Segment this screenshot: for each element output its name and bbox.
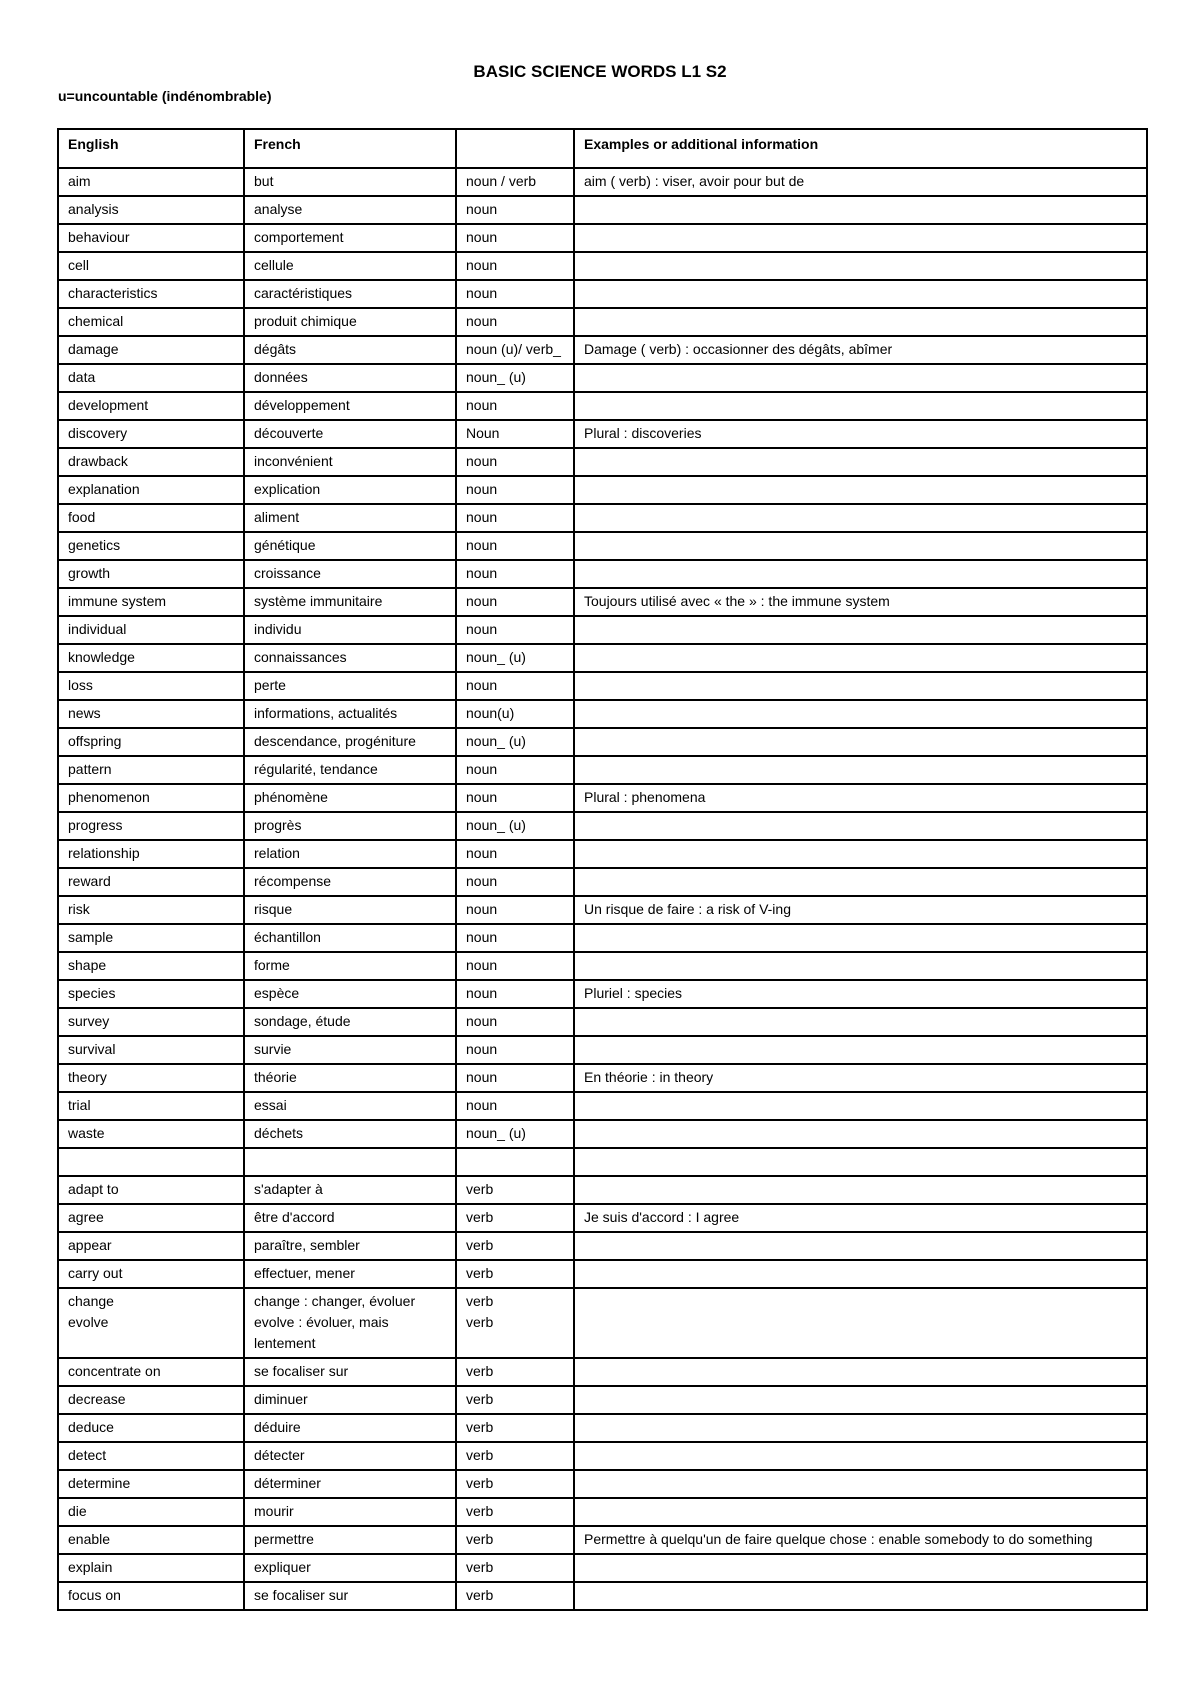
cell-word-type: noun bbox=[456, 196, 574, 224]
cell-english: cell bbox=[58, 252, 244, 280]
cell-english: genetics bbox=[58, 532, 244, 560]
cell-english: growth bbox=[58, 560, 244, 588]
table-row bbox=[58, 1036, 1147, 1064]
cell-english: immune system bbox=[58, 588, 244, 616]
cell-examples bbox=[574, 1008, 1147, 1036]
table-row bbox=[58, 728, 1147, 756]
cell-word-type: noun bbox=[456, 280, 574, 308]
table-row bbox=[58, 1092, 1147, 1120]
cell-french: change : changer, évoluer evolve : évoluer, mais lentement bbox=[244, 1288, 456, 1358]
cell-english: news bbox=[58, 700, 244, 728]
cell-word-type: verb bbox=[456, 1358, 574, 1386]
cell-french: forme bbox=[244, 952, 456, 980]
cell-english: individual bbox=[58, 616, 244, 644]
cell-examples bbox=[574, 728, 1147, 756]
table-row bbox=[58, 1442, 1147, 1470]
cell-english: carry out bbox=[58, 1260, 244, 1288]
table-row bbox=[58, 420, 1147, 448]
table-row bbox=[58, 1120, 1147, 1148]
cell-word-type: verb bbox=[456, 1498, 574, 1526]
cell-english: data bbox=[58, 364, 244, 392]
cell-word-type bbox=[456, 1148, 574, 1176]
cell-examples bbox=[574, 1470, 1147, 1498]
table-row bbox=[58, 1554, 1147, 1582]
table-row bbox=[58, 1498, 1147, 1526]
cell-examples bbox=[574, 1386, 1147, 1414]
cell-english: concentrate on bbox=[58, 1358, 244, 1386]
cell-french: permettre bbox=[244, 1526, 456, 1554]
header-word-type bbox=[456, 129, 574, 168]
cell-examples bbox=[574, 532, 1147, 560]
cell-french: système immunitaire bbox=[244, 588, 456, 616]
cell-examples: Permettre à quelqu'un de faire quelque chose : enable somebody to do something bbox=[574, 1526, 1147, 1554]
table-row bbox=[58, 980, 1147, 1008]
cell-english: shape bbox=[58, 952, 244, 980]
cell-examples bbox=[574, 1554, 1147, 1582]
cell-word-type: noun(u) bbox=[456, 700, 574, 728]
cell-french: survie bbox=[244, 1036, 456, 1064]
cell-examples bbox=[574, 504, 1147, 532]
cell-french: effectuer, mener bbox=[244, 1260, 456, 1288]
cell-english: adapt to bbox=[58, 1176, 244, 1204]
table-row bbox=[58, 1288, 1147, 1358]
cell-word-type: noun (u)/ verb_ bbox=[456, 336, 574, 364]
cell-french: perte bbox=[244, 672, 456, 700]
cell-english: offspring bbox=[58, 728, 244, 756]
table-row bbox=[58, 1064, 1147, 1092]
cell-examples bbox=[574, 560, 1147, 588]
cell-examples bbox=[574, 308, 1147, 336]
cell-examples bbox=[574, 1036, 1147, 1064]
table-row bbox=[58, 840, 1147, 868]
cell-examples bbox=[574, 868, 1147, 896]
cell-word-type: noun bbox=[456, 1064, 574, 1092]
document-title: BASIC SCIENCE WORDS L1 S2 bbox=[473, 62, 727, 81]
cell-french: essai bbox=[244, 1092, 456, 1120]
table-row bbox=[58, 532, 1147, 560]
table-row bbox=[58, 1526, 1147, 1554]
cell-french: détecter bbox=[244, 1442, 456, 1470]
header-examples: Examples or additional information bbox=[574, 129, 1147, 168]
cell-english: explanation bbox=[58, 476, 244, 504]
cell-word-type: noun bbox=[456, 476, 574, 504]
cell-word-type: verb bbox=[456, 1232, 574, 1260]
cell-word-type: noun bbox=[456, 1092, 574, 1120]
cell-examples bbox=[574, 952, 1147, 980]
cell-french: se focaliser sur bbox=[244, 1358, 456, 1386]
cell-word-type: noun / verb bbox=[456, 168, 574, 196]
table-row bbox=[58, 1148, 1147, 1176]
table-row bbox=[58, 1260, 1147, 1288]
cell-french: cellule bbox=[244, 252, 456, 280]
cell-word-type: noun bbox=[456, 952, 574, 980]
cell-english: discovery bbox=[58, 420, 244, 448]
cell-english: explain bbox=[58, 1554, 244, 1582]
cell-examples bbox=[574, 1232, 1147, 1260]
cell-english: survival bbox=[58, 1036, 244, 1064]
cell-french: être d'accord bbox=[244, 1204, 456, 1232]
cell-word-type: noun_ (u) bbox=[456, 364, 574, 392]
cell-examples bbox=[574, 1120, 1147, 1148]
cell-examples bbox=[574, 1442, 1147, 1470]
table-row bbox=[58, 588, 1147, 616]
cell-french: expliquer bbox=[244, 1554, 456, 1582]
cell-examples bbox=[574, 700, 1147, 728]
cell-english: survey bbox=[58, 1008, 244, 1036]
cell-english: phenomenon bbox=[58, 784, 244, 812]
cell-french: développement bbox=[244, 392, 456, 420]
cell-french: explication bbox=[244, 476, 456, 504]
cell-word-type: noun bbox=[456, 616, 574, 644]
table-row bbox=[58, 700, 1147, 728]
cell-examples: Pluriel : species bbox=[574, 980, 1147, 1008]
cell-english: pattern bbox=[58, 756, 244, 784]
cell-word-type: noun bbox=[456, 1036, 574, 1064]
cell-english: detect bbox=[58, 1442, 244, 1470]
cell-word-type: noun bbox=[456, 980, 574, 1008]
table-row bbox=[58, 392, 1147, 420]
cell-word-type: verb verb bbox=[456, 1288, 574, 1358]
cell-french: se focaliser sur bbox=[244, 1582, 456, 1610]
cell-word-type: noun bbox=[456, 1008, 574, 1036]
header-english: English bbox=[58, 129, 244, 168]
cell-word-type: noun bbox=[456, 896, 574, 924]
cell-examples bbox=[574, 1498, 1147, 1526]
cell-english: behaviour bbox=[58, 224, 244, 252]
cell-examples bbox=[574, 1288, 1147, 1358]
cell-examples bbox=[574, 476, 1147, 504]
cell-examples bbox=[574, 280, 1147, 308]
cell-french: but bbox=[244, 168, 456, 196]
cell-french: s'adapter à bbox=[244, 1176, 456, 1204]
cell-word-type: verb bbox=[456, 1526, 574, 1554]
cell-word-type: noun bbox=[456, 868, 574, 896]
cell-word-type: noun bbox=[456, 448, 574, 476]
cell-french: caractéristiques bbox=[244, 280, 456, 308]
table-row bbox=[58, 364, 1147, 392]
cell-word-type: noun bbox=[456, 924, 574, 952]
cell-english: die bbox=[58, 1498, 244, 1526]
cell-word-type: noun bbox=[456, 784, 574, 812]
cell-examples bbox=[574, 1358, 1147, 1386]
cell-word-type: noun_ (u) bbox=[456, 728, 574, 756]
cell-english: sample bbox=[58, 924, 244, 952]
cell-french: régularité, tendance bbox=[244, 756, 456, 784]
cell-word-type: noun bbox=[456, 560, 574, 588]
table-row bbox=[58, 1386, 1147, 1414]
cell-word-type: noun bbox=[456, 532, 574, 560]
cell-examples bbox=[574, 840, 1147, 868]
cell-french: individu bbox=[244, 616, 456, 644]
cell-english: reward bbox=[58, 868, 244, 896]
table-row bbox=[58, 672, 1147, 700]
cell-english: drawback bbox=[58, 448, 244, 476]
cell-french: descendance, progéniture bbox=[244, 728, 456, 756]
table-row bbox=[58, 1232, 1147, 1260]
cell-word-type: Noun bbox=[456, 420, 574, 448]
cell-examples: Un risque de faire : a risk of V-ing bbox=[574, 896, 1147, 924]
cell-french: informations, actualités bbox=[244, 700, 456, 728]
cell-english: waste bbox=[58, 1120, 244, 1148]
cell-french: paraître, sembler bbox=[244, 1232, 456, 1260]
cell-word-type: noun bbox=[456, 224, 574, 252]
cell-examples bbox=[574, 1148, 1147, 1176]
cell-examples bbox=[574, 364, 1147, 392]
cell-english: change evolve bbox=[58, 1288, 244, 1358]
table-row bbox=[58, 1176, 1147, 1204]
cell-word-type: noun bbox=[456, 588, 574, 616]
table-row bbox=[58, 1470, 1147, 1498]
cell-english: relationship bbox=[58, 840, 244, 868]
cell-french: risque bbox=[244, 896, 456, 924]
table-row bbox=[58, 336, 1147, 364]
vocabulary-table-body bbox=[58, 129, 1147, 1610]
vocabulary-table bbox=[57, 128, 1148, 1611]
cell-english: chemical bbox=[58, 308, 244, 336]
table-row bbox=[58, 196, 1147, 224]
cell-word-type: noun_ (u) bbox=[456, 644, 574, 672]
cell-french: inconvénient bbox=[244, 448, 456, 476]
cell-english: risk bbox=[58, 896, 244, 924]
cell-word-type: verb bbox=[456, 1414, 574, 1442]
cell-examples bbox=[574, 1176, 1147, 1204]
header-french: French bbox=[244, 129, 456, 168]
cell-examples bbox=[574, 1092, 1147, 1120]
cell-examples: En théorie : in theory bbox=[574, 1064, 1147, 1092]
cell-word-type: noun bbox=[456, 308, 574, 336]
cell-french: déterminer bbox=[244, 1470, 456, 1498]
cell-english: deduce bbox=[58, 1414, 244, 1442]
cell-english: appear bbox=[58, 1232, 244, 1260]
cell-french: comportement bbox=[244, 224, 456, 252]
cell-examples bbox=[574, 1414, 1147, 1442]
cell-examples bbox=[574, 1582, 1147, 1610]
cell-english: aim bbox=[58, 168, 244, 196]
cell-word-type: noun bbox=[456, 840, 574, 868]
cell-examples: aim ( verb) : viser, avoir pour but de bbox=[574, 168, 1147, 196]
uncountable-legend: u=uncountable (indénombrable) bbox=[58, 88, 272, 104]
cell-word-type: verb bbox=[456, 1176, 574, 1204]
table-row bbox=[58, 168, 1147, 196]
table-row bbox=[58, 476, 1147, 504]
table-header-row bbox=[58, 129, 1147, 168]
cell-examples: Damage ( verb) : occasionner des dégâts, abîmer bbox=[574, 336, 1147, 364]
cell-english bbox=[58, 1148, 244, 1176]
table-row bbox=[58, 868, 1147, 896]
cell-french: progrès bbox=[244, 812, 456, 840]
cell-french: théorie bbox=[244, 1064, 456, 1092]
cell-english: loss bbox=[58, 672, 244, 700]
cell-french: données bbox=[244, 364, 456, 392]
cell-english: food bbox=[58, 504, 244, 532]
table-row bbox=[58, 1414, 1147, 1442]
table-row bbox=[58, 224, 1147, 252]
cell-word-type: verb bbox=[456, 1582, 574, 1610]
cell-word-type: noun bbox=[456, 504, 574, 532]
table-row bbox=[58, 616, 1147, 644]
cell-english: determine bbox=[58, 1470, 244, 1498]
cell-examples bbox=[574, 756, 1147, 784]
cell-english: knowledge bbox=[58, 644, 244, 672]
cell-french: phénomène bbox=[244, 784, 456, 812]
table-row bbox=[58, 1204, 1147, 1232]
cell-french: produit chimique bbox=[244, 308, 456, 336]
cell-examples bbox=[574, 252, 1147, 280]
cell-french: génétique bbox=[244, 532, 456, 560]
cell-english: development bbox=[58, 392, 244, 420]
cell-word-type: verb bbox=[456, 1554, 574, 1582]
cell-examples bbox=[574, 224, 1147, 252]
cell-french: dégâts bbox=[244, 336, 456, 364]
cell-examples: Je suis d'accord : I agree bbox=[574, 1204, 1147, 1232]
cell-word-type: noun bbox=[456, 756, 574, 784]
table-row bbox=[58, 1582, 1147, 1610]
cell-word-type: noun_ (u) bbox=[456, 812, 574, 840]
table-row bbox=[58, 784, 1147, 812]
cell-french: diminuer bbox=[244, 1386, 456, 1414]
cell-examples: Plural : phenomena bbox=[574, 784, 1147, 812]
cell-english: focus on bbox=[58, 1582, 244, 1610]
table-row bbox=[58, 896, 1147, 924]
cell-english: damage bbox=[58, 336, 244, 364]
cell-english: characteristics bbox=[58, 280, 244, 308]
cell-examples bbox=[574, 448, 1147, 476]
cell-english: trial bbox=[58, 1092, 244, 1120]
cell-french: analyse bbox=[244, 196, 456, 224]
table-row bbox=[58, 756, 1147, 784]
cell-french: espèce bbox=[244, 980, 456, 1008]
cell-english: theory bbox=[58, 1064, 244, 1092]
cell-word-type: noun bbox=[456, 672, 574, 700]
cell-french: déchets bbox=[244, 1120, 456, 1148]
table-row bbox=[58, 252, 1147, 280]
cell-word-type: verb bbox=[456, 1442, 574, 1470]
cell-word-type: noun bbox=[456, 252, 574, 280]
cell-english: species bbox=[58, 980, 244, 1008]
table-row bbox=[58, 280, 1147, 308]
cell-examples bbox=[574, 616, 1147, 644]
table-row bbox=[58, 1358, 1147, 1386]
table-row bbox=[58, 1008, 1147, 1036]
cell-french: déduire bbox=[244, 1414, 456, 1442]
table-row bbox=[58, 560, 1147, 588]
cell-examples bbox=[574, 924, 1147, 952]
cell-examples: Toujours utilisé avec « the » : the immune system bbox=[574, 588, 1147, 616]
cell-french: échantillon bbox=[244, 924, 456, 952]
cell-examples bbox=[574, 196, 1147, 224]
cell-examples bbox=[574, 812, 1147, 840]
table-row bbox=[58, 644, 1147, 672]
cell-french bbox=[244, 1148, 456, 1176]
cell-examples bbox=[574, 672, 1147, 700]
cell-french: connaissances bbox=[244, 644, 456, 672]
cell-english: enable bbox=[58, 1526, 244, 1554]
table-row bbox=[58, 448, 1147, 476]
cell-english: progress bbox=[58, 812, 244, 840]
table-row bbox=[58, 812, 1147, 840]
table-row bbox=[58, 924, 1147, 952]
cell-french: sondage, étude bbox=[244, 1008, 456, 1036]
cell-english: analysis bbox=[58, 196, 244, 224]
cell-examples bbox=[574, 1260, 1147, 1288]
cell-word-type: verb bbox=[456, 1204, 574, 1232]
cell-french: mourir bbox=[244, 1498, 456, 1526]
cell-word-type: noun bbox=[456, 392, 574, 420]
cell-french: découverte bbox=[244, 420, 456, 448]
table-row bbox=[58, 308, 1147, 336]
cell-french: aliment bbox=[244, 504, 456, 532]
cell-english: agree bbox=[58, 1204, 244, 1232]
table-row bbox=[58, 952, 1147, 980]
cell-examples: Plural : discoveries bbox=[574, 420, 1147, 448]
cell-word-type: verb bbox=[456, 1260, 574, 1288]
cell-word-type: noun_ (u) bbox=[456, 1120, 574, 1148]
cell-french: récompense bbox=[244, 868, 456, 896]
cell-french: croissance bbox=[244, 560, 456, 588]
cell-french: relation bbox=[244, 840, 456, 868]
cell-english: decrease bbox=[58, 1386, 244, 1414]
cell-examples bbox=[574, 392, 1147, 420]
cell-examples bbox=[574, 644, 1147, 672]
cell-word-type: verb bbox=[456, 1386, 574, 1414]
cell-word-type: verb bbox=[456, 1470, 574, 1498]
table-row bbox=[58, 504, 1147, 532]
